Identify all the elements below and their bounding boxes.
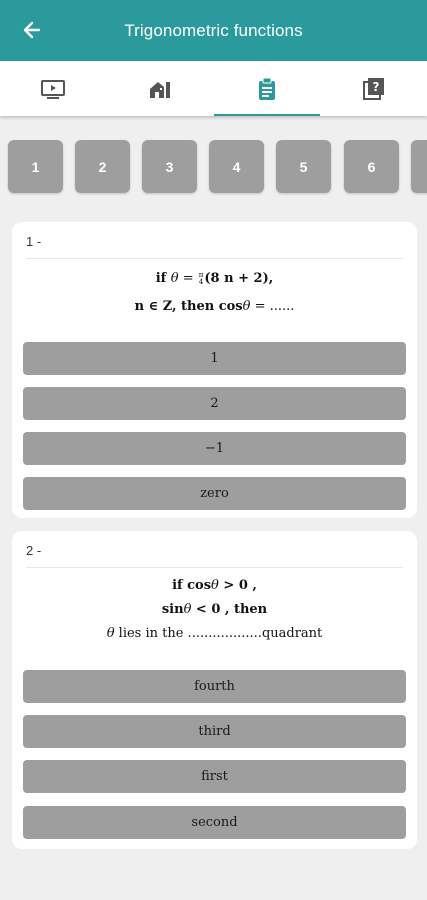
question-number-button-partial[interactable]: [411, 140, 427, 193]
question-text: > 0 ,: [218, 578, 257, 593]
answer-option-button[interactable]: 2: [23, 387, 406, 420]
question-number-strip: [0, 138, 427, 196]
question-text-line: [12, 578, 417, 593]
fraction-denominator: 4: [198, 277, 204, 286]
question-text: θ: [211, 578, 219, 593]
tab-video[interactable]: [0, 61, 107, 116]
question-number-button[interactable]: 5: [276, 140, 331, 193]
question-text: (8 n + 2),: [204, 271, 274, 286]
question-text: lies in the ..................quadrant: [114, 626, 323, 641]
tab-home[interactable]: [107, 61, 214, 116]
video-play-icon: [40, 78, 66, 100]
clipboard-icon: [256, 77, 278, 101]
question-text: θ: [242, 299, 251, 314]
answer-option-button[interactable]: fourth: [23, 670, 406, 703]
question-number-button[interactable]: 1: [8, 140, 63, 193]
fraction-numerator: π: [198, 270, 204, 279]
question-number-button[interactable]: 2: [75, 140, 130, 193]
back-button[interactable]: [18, 16, 46, 44]
question-text: = ......: [250, 299, 295, 314]
answer-option-button[interactable]: first: [23, 760, 406, 793]
question-text: sin: [161, 602, 184, 617]
question-number-label: 2 -: [26, 543, 42, 558]
home-icon: [147, 78, 173, 100]
question-number-button[interactable]: 6: [344, 140, 399, 193]
question-text: n ∈ Z, then cos: [134, 299, 243, 314]
question-number-button[interactable]: 3: [142, 140, 197, 193]
tab-bar: [0, 61, 427, 116]
divider: [26, 258, 403, 259]
page-title: Trigonometric functions: [124, 20, 303, 40]
answer-option-button[interactable]: third: [23, 715, 406, 748]
question-text-line: [12, 271, 417, 286]
question-number-label: 1 -: [26, 234, 42, 249]
divider: [26, 567, 403, 568]
question-text-line: [12, 626, 417, 641]
question-text: if cos: [172, 578, 212, 593]
question-text-line: [12, 602, 417, 617]
answer-option-button[interactable]: second: [23, 806, 406, 839]
tab-help[interactable]: [320, 61, 427, 116]
arrow-left-icon: [22, 20, 42, 40]
question-text: θ: [170, 271, 179, 286]
question-text: =: [178, 271, 198, 286]
app-bar: [0, 0, 427, 61]
question-text: < 0 , then: [191, 602, 268, 617]
answer-option-button[interactable]: −1: [23, 432, 406, 465]
question-text: θ: [106, 626, 115, 641]
question-card: [12, 222, 417, 518]
svg-text:?: ?: [372, 79, 380, 94]
question-number-button[interactable]: 4: [209, 140, 264, 193]
help-book-icon: [362, 77, 386, 101]
tab-quiz[interactable]: [214, 61, 321, 116]
answer-option-button[interactable]: 1: [23, 342, 406, 375]
question-text: θ: [183, 602, 192, 617]
answer-option-button[interactable]: zero: [23, 477, 406, 510]
fraction: [199, 272, 204, 286]
question-card: [12, 531, 417, 849]
question-text: if: [155, 271, 171, 286]
question-text-line: [12, 299, 417, 314]
